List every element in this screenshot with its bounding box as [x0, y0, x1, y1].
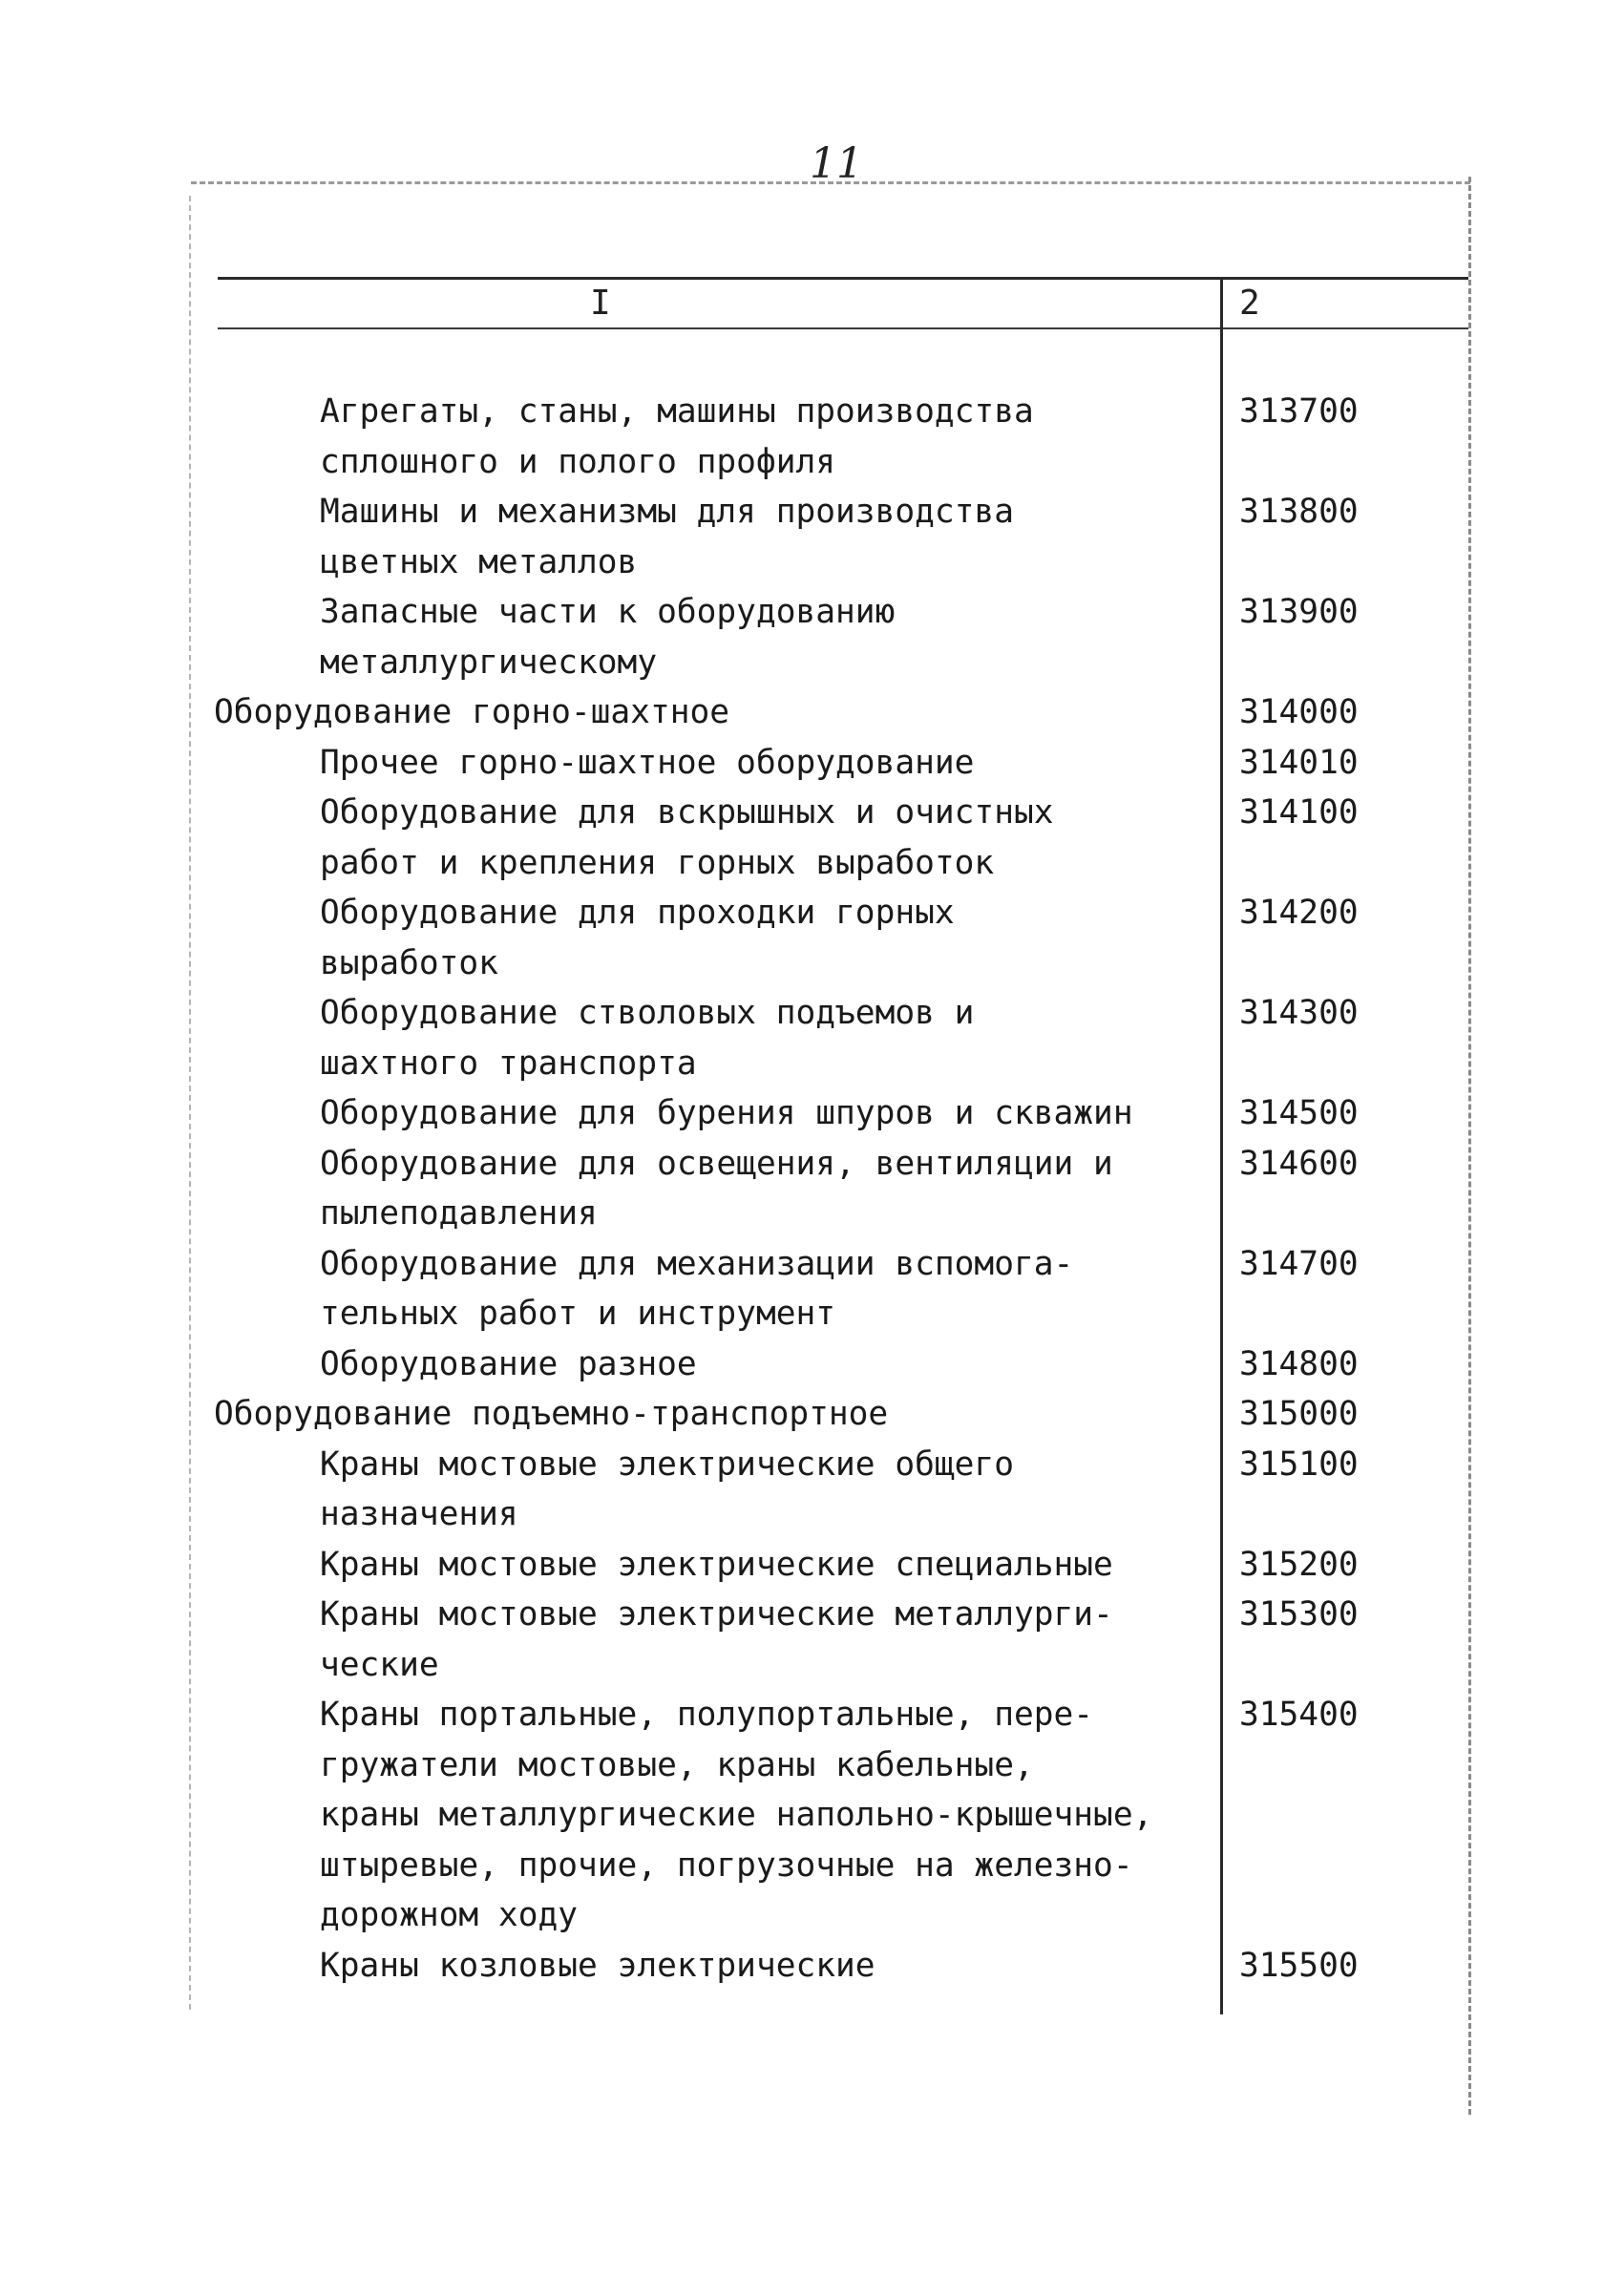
- table-row: [0, 687, 1624, 738]
- table-row: [0, 1139, 1624, 1239]
- row-code: 315000: [1239, 1395, 1359, 1433]
- row-name: Оборудование разное: [320, 1344, 697, 1383]
- row-name: Прочее горно-шахтное оборудование: [320, 743, 975, 782]
- row-name: Машины и механизмы для производства цветных металлов: [320, 493, 1014, 581]
- row-name: Оборудование для проходки горных выработок: [320, 894, 955, 982]
- table-row: [0, 1239, 1624, 1339]
- row-name: Краны мостовые электрические специальные: [320, 1545, 1113, 1584]
- row-name: Оборудование подъемно-транспортное: [214, 1395, 889, 1433]
- row-code: 314200: [1239, 894, 1359, 932]
- table-row: [0, 1088, 1624, 1139]
- table-row: [0, 1389, 1624, 1440]
- row-name: Оборудование для вскрышных и очистных работ и крепления горных выработок: [320, 793, 1054, 882]
- table-row: [0, 1690, 1624, 1941]
- row-name: Запасные части к оборудованию металлургическому: [320, 593, 896, 682]
- row-code: 314000: [1239, 693, 1359, 731]
- table-row: [0, 587, 1624, 687]
- row-name: Оборудование для освещения, вентиляции и пылеподавления: [320, 1144, 1113, 1233]
- row-code: 315200: [1239, 1545, 1359, 1584]
- row-code: 313800: [1239, 493, 1359, 531]
- table-row: [0, 1540, 1624, 1591]
- row-name: Оборудование для бурения шпуров и скважин: [320, 1094, 1133, 1132]
- page-number: 11: [810, 139, 863, 188]
- row-name: Оборудование стволовых подъемов и шахтного транспорта: [320, 994, 975, 1083]
- row-code: 314500: [1239, 1094, 1359, 1132]
- table-row: [0, 988, 1624, 1088]
- table-row: [0, 387, 1624, 487]
- row-code: 314010: [1239, 743, 1359, 782]
- row-name: Краны портальные, полупортальные, пере- гружатели мостовые, краны кабельные, краны металлургические напольно-крышечные, штыревые, прочие, погрузочные на железно- дорожном ходу: [320, 1696, 1153, 1934]
- table-row: [0, 1941, 1624, 1992]
- row-code: 313900: [1239, 593, 1359, 631]
- table-row: [0, 1440, 1624, 1540]
- table-row: [0, 788, 1624, 888]
- row-code: 314600: [1239, 1144, 1359, 1183]
- row-name: Краны козловые электрические: [320, 1946, 875, 1985]
- column-header-1: I: [590, 284, 611, 323]
- row-name: Оборудование для механизации вспомога- тельных работ и инструмент: [320, 1244, 1074, 1333]
- row-code: 315400: [1239, 1696, 1359, 1734]
- column-header-2: 2: [1239, 284, 1260, 323]
- row-code: 314100: [1239, 793, 1359, 832]
- row-name: Агрегаты, станы, машины производства сплошного и полого профиля: [320, 392, 1034, 481]
- row-code: 314800: [1239, 1344, 1359, 1383]
- table-row: [0, 1339, 1624, 1390]
- table-row: [0, 888, 1624, 988]
- table-row: [0, 1590, 1624, 1690]
- row-code: 313700: [1239, 392, 1359, 431]
- row-name: Оборудование горно-шахтное: [214, 693, 730, 731]
- table-header-rule: [218, 327, 1468, 329]
- table-row: [0, 738, 1624, 789]
- row-name: Краны мостовые электрические общего назначения: [320, 1444, 1014, 1533]
- row-name: Краны мостовые электрические металлурги- ческие: [320, 1595, 1113, 1684]
- row-code: 314700: [1239, 1244, 1359, 1283]
- table-top-rule: [218, 277, 1468, 280]
- row-code: 315300: [1239, 1595, 1359, 1634]
- table-row: [0, 487, 1624, 587]
- row-code: 315500: [1239, 1946, 1359, 1985]
- row-code: 315100: [1239, 1444, 1359, 1484]
- table-body: [0, 387, 1624, 1991]
- row-code: 314300: [1239, 994, 1359, 1032]
- top-dashed-edge: [191, 181, 1470, 184]
